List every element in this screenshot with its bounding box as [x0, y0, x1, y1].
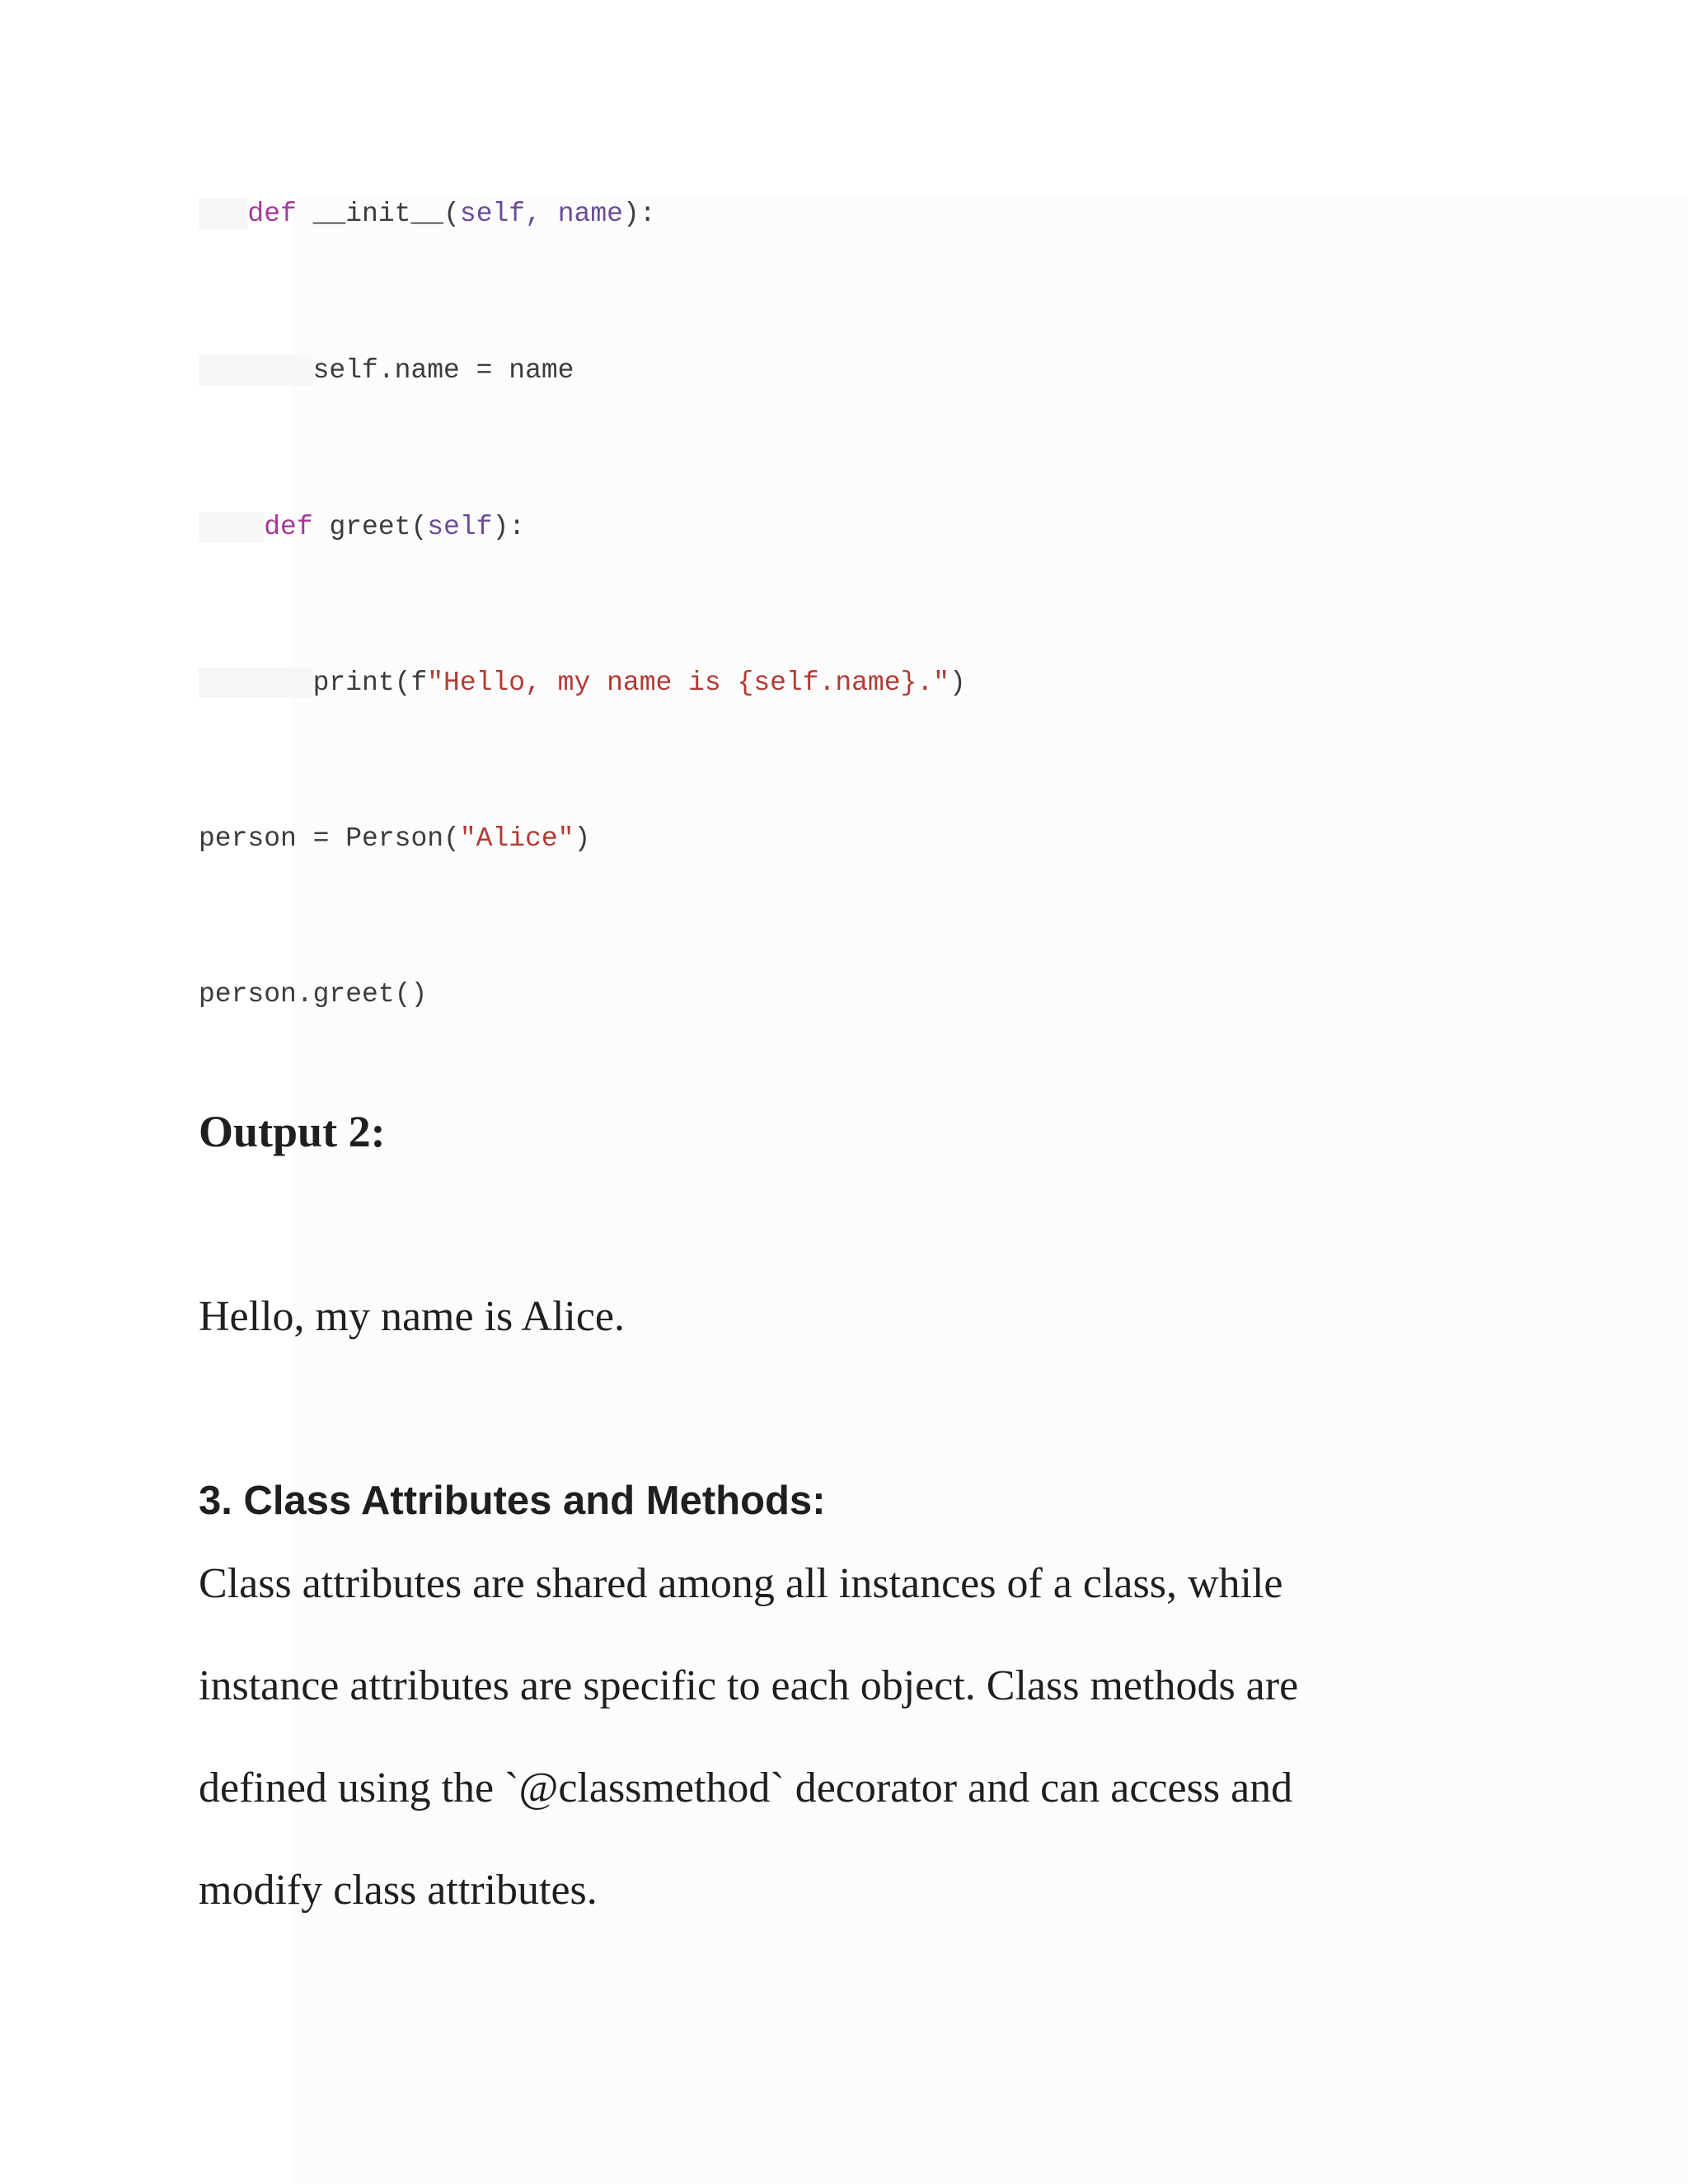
code-indent: [199, 668, 313, 698]
code-string: "Alice": [459, 823, 574, 854]
code-punctuation: ): [574, 823, 591, 854]
code-punctuation: ):: [622, 199, 656, 229]
code-line-init: [199, 198, 656, 231]
code-param: self: [459, 199, 526, 229]
code-punctuation: ): [949, 668, 966, 698]
code-indent: [199, 355, 313, 386]
code-line-assign: [199, 354, 574, 387]
output-heading: Output 2:: [199, 1107, 386, 1156]
code-separator: ,: [525, 199, 558, 229]
code-function-call: print(f: [312, 668, 428, 698]
code-line-instance: [199, 823, 590, 855]
code-line-greet: [199, 511, 525, 544]
code-indent: [199, 199, 247, 229]
code-line-call: [199, 978, 427, 1011]
code-statement: person.greet(): [199, 979, 428, 1010]
paragraph-line: Class attributes are shared among all instances of a class, while: [199, 1560, 1283, 1607]
paragraph-line: modify class attributes.: [199, 1867, 598, 1914]
paragraph-line: defined using the `@classmethod` decorator and can access and: [199, 1765, 1293, 1811]
code-statement: self.name = name: [312, 355, 574, 386]
code-statement: person = Person(: [199, 823, 460, 854]
code-string: "Hello, my name is {self.name}.": [427, 668, 950, 698]
paragraph-line: instance attributes are specific to each object. Class methods are: [199, 1662, 1299, 1709]
section-paragraph: [199, 1558, 1468, 1966]
code-indent: [199, 512, 264, 542]
code-param: name: [557, 199, 623, 229]
code-keyword: def: [264, 512, 313, 542]
output-text: Hello, my name is Alice.: [199, 1293, 626, 1340]
code-line-print: [199, 667, 966, 700]
code-function-name: greet(: [312, 512, 428, 542]
code-keyword: def: [247, 199, 297, 229]
code-param: self: [427, 512, 493, 542]
section-heading: 3. Class Attributes and Methods:: [199, 1479, 826, 1523]
code-punctuation: ):: [492, 512, 526, 542]
code-function-name: __init__(: [296, 199, 460, 229]
